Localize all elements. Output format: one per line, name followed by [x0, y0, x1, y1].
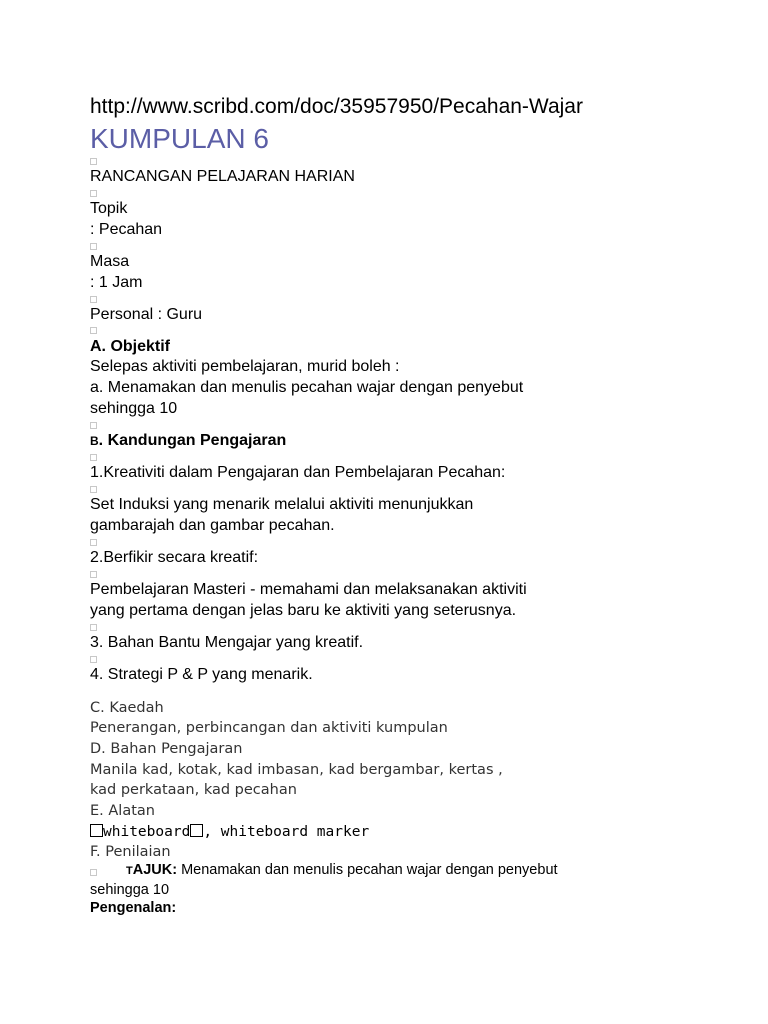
objektif-item-a: a. Menamakan dan menulis pecahan wajar dengan penyebut: [90, 379, 524, 396]
kandungan-heading-letter: B: [90, 434, 99, 448]
alatan-items: [90, 822, 369, 842]
missing-glyph-icon: [90, 190, 97, 197]
objektif-heading: A. Objektif: [90, 338, 171, 355]
missing-glyph-icon: [90, 869, 97, 876]
kandungan-para-2-cont: gambarajah dan gambar pecahan.: [90, 517, 335, 534]
missing-glyph-icon: [90, 624, 97, 631]
missing-glyph-icon: [90, 296, 97, 303]
bahan-heading: D. Bahan Pengajaran: [90, 741, 243, 757]
objektif-intro: Selepas aktiviti pembelajaran, murid boleh :: [90, 358, 400, 375]
missing-glyph-icon: [90, 158, 97, 165]
masa-label: Masa: [90, 253, 130, 270]
alatan-item-1: whiteboard: [103, 824, 191, 840]
checkbox-glyph-icon: [190, 824, 203, 837]
missing-glyph-icon: [90, 656, 97, 663]
tajuk-text-cont: sehingga 10: [90, 882, 170, 898]
source-url: http://www.scribd.com/doc/35957950/Pecahan-Wajar: [90, 95, 583, 118]
penilaian-heading: F. Penilaian: [90, 844, 171, 860]
kandungan-para-4-cont: yang pertama dengan jelas baru ke aktiviti yang seterusnya.: [90, 602, 517, 619]
kandungan-point-2: 2.Berfikir secara kreatif:: [90, 549, 259, 566]
bahan-line-1: Manila kad, kotak, kad imbasan, kad bergambar, kertas ,: [90, 762, 503, 778]
objektif-item-a-cont: sehingga 10: [90, 400, 178, 417]
rph-heading: RANCANGAN PELAJARAN HARIAN: [90, 168, 355, 185]
topik-value: : Pecahan: [90, 221, 163, 238]
pengenalan-heading: Pengenalan:: [90, 900, 177, 916]
kandungan-para-2: Set Induksi yang menarik melalui aktiviti menunjukkan: [90, 496, 474, 513]
alatan-item-2: , whiteboard marker: [203, 824, 370, 840]
kandungan-heading: [90, 431, 286, 451]
personal-line: Personal : Guru: [90, 306, 203, 323]
kandungan-point-1: 1.Kreativiti dalam Pengajaran dan Pembelajaran Pecahan:: [90, 464, 506, 481]
topik-label: Topik: [90, 200, 128, 217]
missing-glyph-icon: [90, 327, 97, 334]
kandungan-para-4: Pembelajaran Masteri - memahami dan melaksanakan aktiviti: [90, 581, 527, 598]
checkbox-glyph-icon: [90, 824, 103, 837]
kandungan-point-3: 3. Bahan Bantu Mengajar yang kreatif.: [90, 634, 364, 651]
kaedah-text: Penerangan, perbincangan dan aktiviti kumpulan: [90, 720, 448, 736]
kandungan-point-4: 4. Strategi P & P yang menarik.: [90, 666, 313, 683]
masa-value: : 1 Jam: [90, 274, 143, 291]
bahan-line-2: kad perkataan, kad pecahan: [90, 782, 297, 798]
tajuk-label: AJUK:: [132, 862, 178, 878]
kandungan-heading-text: . Kandungan Pengajaran: [98, 432, 287, 449]
missing-glyph-icon: [90, 539, 97, 546]
tajuk-letter: T: [126, 865, 133, 877]
tajuk-line: [126, 861, 558, 880]
missing-glyph-icon: [90, 454, 97, 461]
missing-glyph-icon: [90, 243, 97, 250]
kaedah-heading: C. Kaedah: [90, 700, 164, 716]
page-title: KUMPULAN 6: [90, 123, 269, 154]
missing-glyph-icon: [90, 486, 97, 493]
alatan-heading: E. Alatan: [90, 803, 155, 819]
tajuk-text: Menamakan dan menulis pecahan wajar dengan penyebut: [177, 862, 558, 878]
missing-glyph-icon: [90, 422, 97, 429]
missing-glyph-icon: [90, 571, 97, 578]
